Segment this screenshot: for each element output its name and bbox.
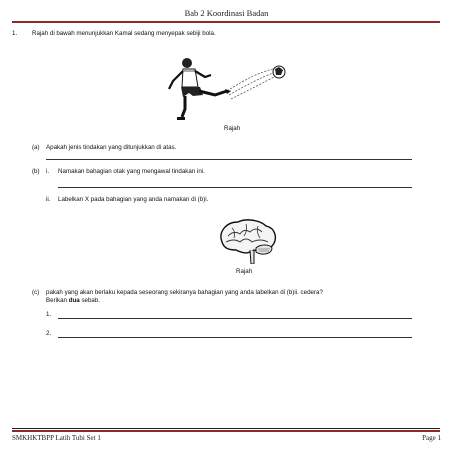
footer-rule-top <box>12 428 440 429</box>
part-b-i-answer-line[interactable] <box>58 187 412 188</box>
part-c-instruction-prefix: Berikan <box>46 297 69 304</box>
part-c-answer-2-line[interactable] <box>58 337 412 338</box>
question-stem: Rajah di bawah menunjukkan Kamal sedang menyepak sebiji bola. <box>32 30 216 37</box>
header-rule <box>12 21 440 23</box>
footer-rule-bottom <box>12 430 440 432</box>
kicking-boy-figure <box>165 55 295 123</box>
part-b-i-text: Namakan bahagian otak yang mengawal tindakan ini. <box>58 168 205 175</box>
figure2-caption: Rajah <box>236 268 253 275</box>
page-header-title: Bab 2 Koordinasi Badan <box>184 8 269 18</box>
part-b-ii-label: ii. <box>46 196 51 203</box>
part-b-i-label: i. <box>46 168 50 175</box>
question-number: 1. <box>12 30 18 37</box>
part-c-answer-2-label: 2. <box>46 330 52 337</box>
part-b-label: (b) <box>32 168 40 175</box>
part-b-ii-text: Labelkan X pada bahagian yang anda namakan di (b)i. <box>58 196 209 203</box>
part-a-label: (a) <box>32 144 40 151</box>
part-c-label: (c) <box>32 289 40 296</box>
brain-figure <box>216 218 280 264</box>
part-a-text: Apakah jenis tindakan yang ditunjukkan di atas. <box>46 144 177 151</box>
footer-page-number: Page 1 <box>422 434 441 442</box>
footer-left: SMKHKTBPP Latih Tubi Set 1 <box>12 434 101 442</box>
part-c-instruction-bold: dua <box>68 297 80 304</box>
part-c-answer-1-line[interactable] <box>58 318 412 319</box>
part-c-answer-1-label: 1. <box>46 311 52 318</box>
part-c-instruction-suffix: sebab. <box>79 297 101 304</box>
part-c-text: pakah yang akan berlaku kepada seseorang sekiranya bahagian yang anda labelkan di (b)ii. cedera? <box>46 289 323 296</box>
figure1-caption: Rajah <box>224 125 241 132</box>
part-c-instruction <box>46 297 100 304</box>
part-a-answer-line[interactable] <box>46 159 412 160</box>
